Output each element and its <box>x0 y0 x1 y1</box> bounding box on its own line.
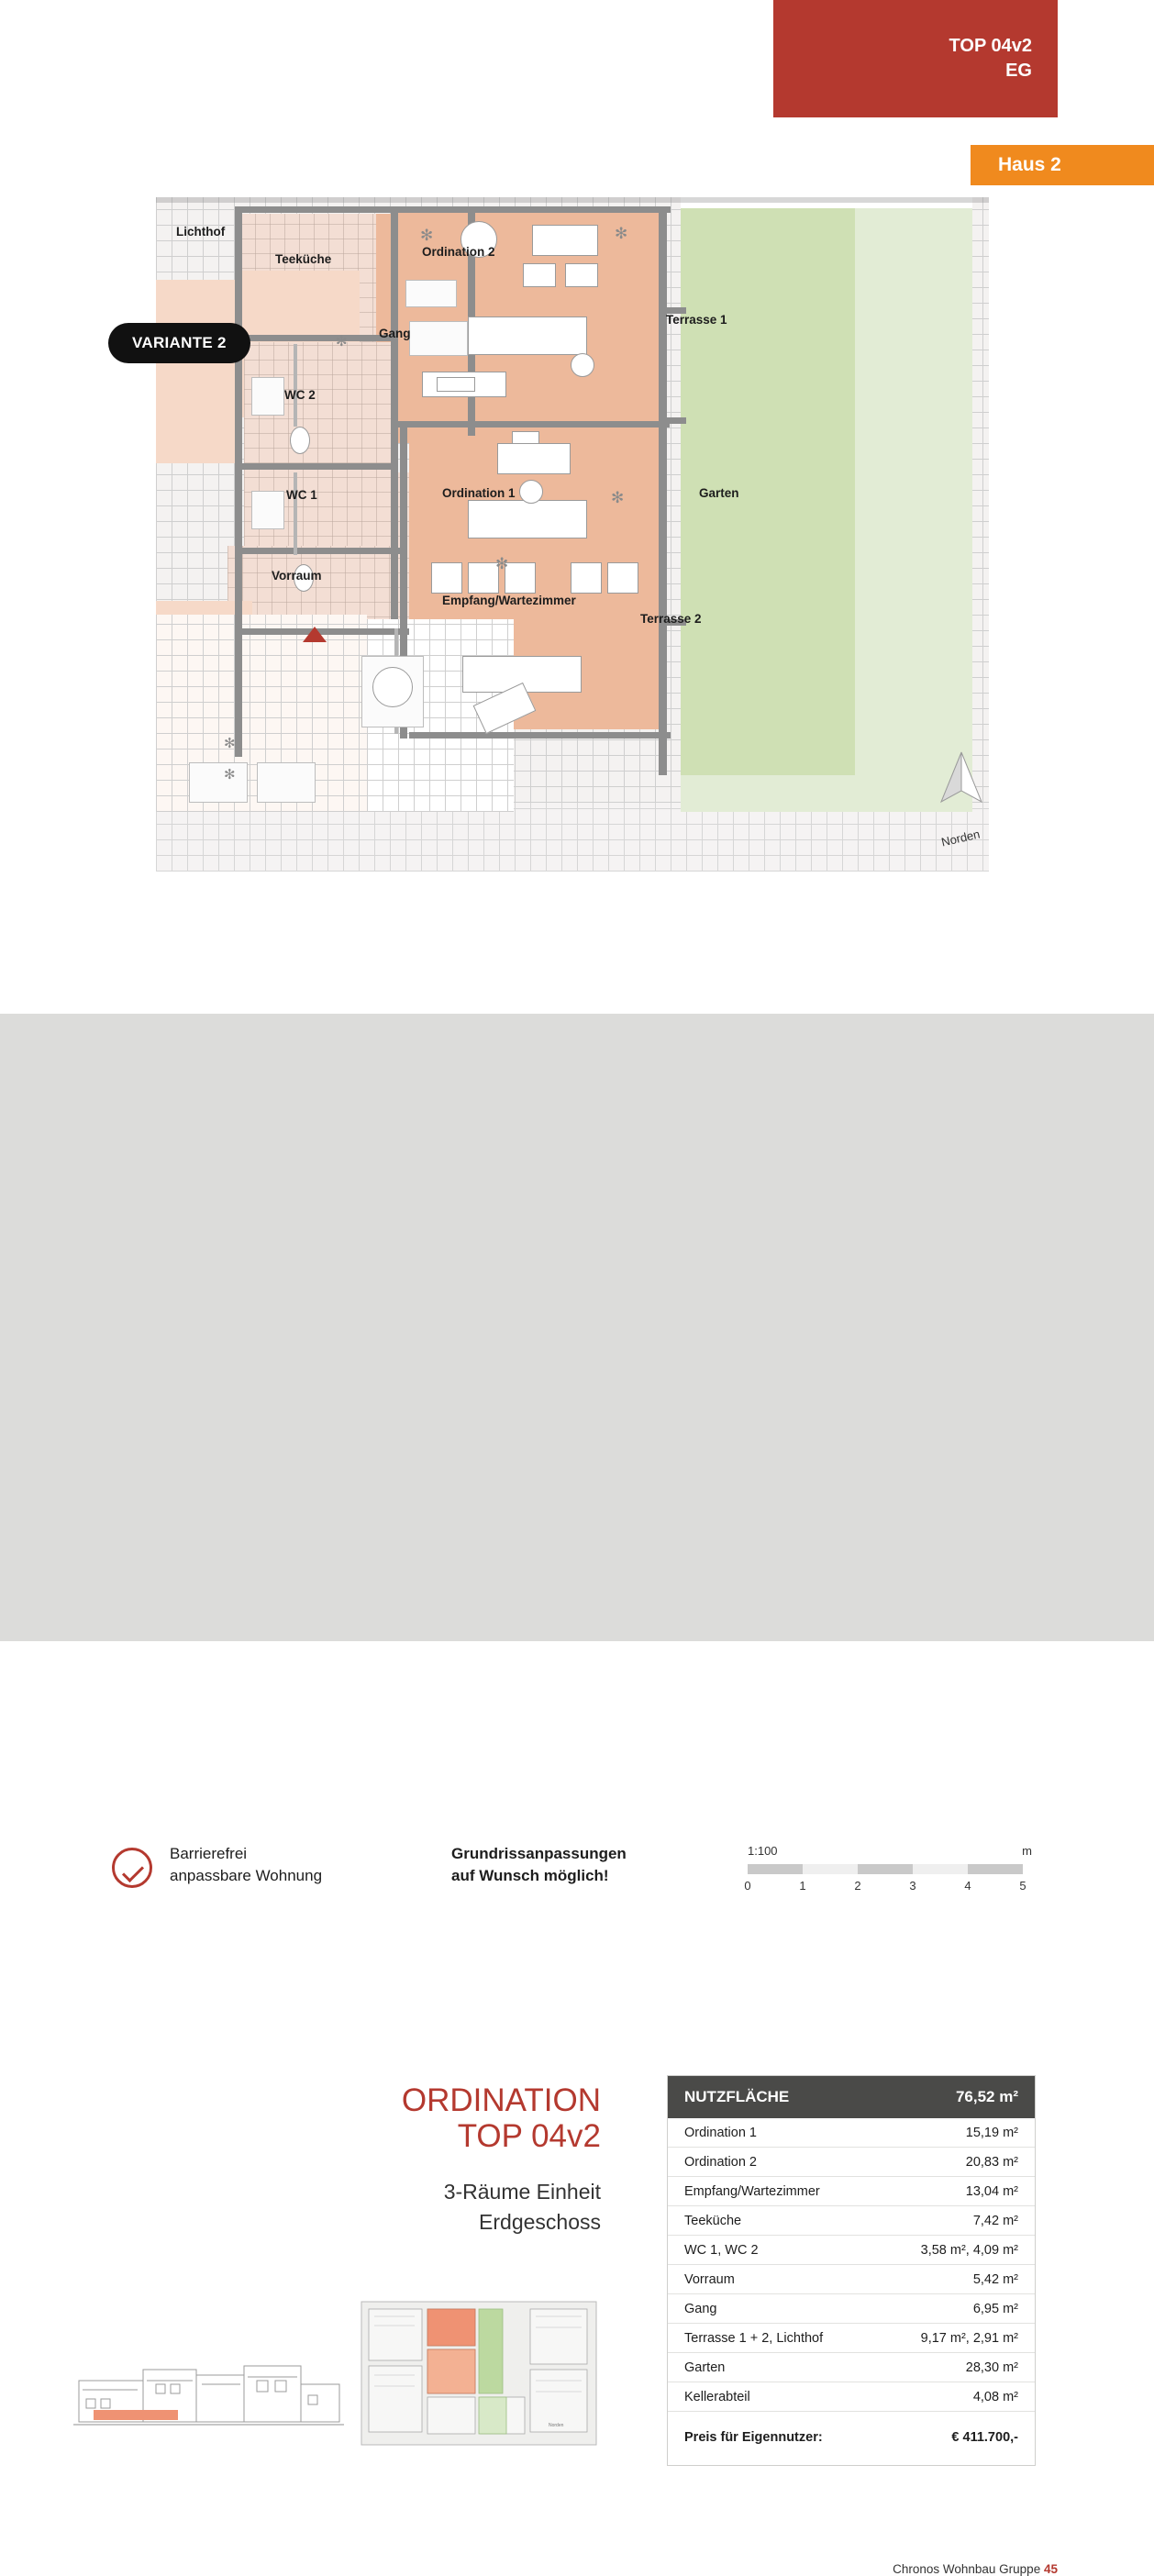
table-row <box>668 2236 1035 2265</box>
table-row <box>668 2265 1035 2294</box>
summary-title-line1: ORDINATION <box>401 2082 601 2118</box>
furniture-toilet-2 <box>290 427 310 454</box>
entrance-marker-icon <box>303 627 327 642</box>
furniture-desk-2b <box>512 431 539 444</box>
legend-row <box>0 917 1154 1893</box>
table-row <box>668 2206 1035 2236</box>
row-label: WC 1, WC 2 <box>684 2242 759 2258</box>
row-value: 7,42 m² <box>972 2213 1018 2228</box>
accessible-line1: Barrierefrei <box>170 1845 248 1862</box>
room-label-garten: Garten <box>699 486 739 500</box>
table-row <box>668 2118 1035 2148</box>
row-label: Garten <box>684 2359 726 2375</box>
wall-thin-2 <box>294 344 297 427</box>
garden-edge <box>681 775 972 812</box>
wall-h-6 <box>409 732 671 738</box>
room-label-ordination1: Ordination 1 <box>442 486 516 500</box>
accessible-line2: anpassbare Wohnung <box>170 1867 323 1884</box>
svg-text:Norden: Norden <box>549 2423 564 2428</box>
scale-tick: 0 <box>744 1879 751 1893</box>
plant-icon: ✻ <box>420 227 434 244</box>
table-row <box>668 2382 1035 2412</box>
row-value: 6,95 m² <box>972 2301 1018 2316</box>
row-label: Gang <box>684 2301 717 2316</box>
north-arrow-icon <box>938 750 985 805</box>
row-label: Teeküche <box>684 2213 742 2228</box>
mini-keyplan-diagram <box>360 2298 598 2449</box>
scale-tick: 1 <box>799 1879 806 1893</box>
plant-icon: ✻ <box>495 555 509 572</box>
scale-seg-2 <box>803 1864 858 1874</box>
page-footer <box>893 2562 1058 2576</box>
scale-seg-5 <box>968 1864 1023 1874</box>
furniture-outside-1 <box>189 762 248 803</box>
furniture-lift-circle <box>372 667 413 707</box>
furniture-stool-2 <box>519 480 543 504</box>
top-unit-code: TOP 04v2 <box>949 36 1032 56</box>
garden-outer <box>855 206 972 794</box>
scale-tick: 5 <box>1019 1879 1026 1893</box>
mini-elevation-diagram <box>73 2344 344 2431</box>
room-label-terrasse1: Terrasse 1 <box>666 313 727 327</box>
room-label-lichthof: Lichthof <box>176 225 226 239</box>
wall-h-1 <box>235 335 395 341</box>
row-value: 15,19 m² <box>965 2125 1018 2140</box>
summary-title-line2: TOP 04v2 <box>457 2118 601 2155</box>
furniture-seat-1 <box>431 562 462 594</box>
summary-title-block <box>335 2082 601 2237</box>
row-label: Kellerabteil <box>684 2389 750 2404</box>
room-label-ordination2: Ordination 2 <box>422 245 495 259</box>
room-label-gang: Gang <box>379 327 411 340</box>
room-label-terrasse2: Terrasse 2 <box>640 612 702 626</box>
row-label: Ordination 2 <box>684 2154 757 2170</box>
footer-company: Chronos Wohnbau Gruppe <box>893 2562 1041 2576</box>
scale-unit-label: m <box>1022 1844 1032 1858</box>
haus-badge: Haus 2 <box>971 145 1154 185</box>
wall-h-2 <box>235 463 395 470</box>
room-label-vorraum: Vorraum <box>272 569 322 583</box>
price-label: Preis für Eigennutzer: <box>684 2430 823 2445</box>
furniture-desk-1 <box>532 225 598 256</box>
furniture-outside-2 <box>257 762 316 803</box>
scale-seg-3 <box>858 1864 913 1874</box>
wall-h-top <box>235 206 671 213</box>
summary-sub-line1: 3-Räume Einheit <box>443 2180 601 2204</box>
furniture-desk-2 <box>497 443 571 474</box>
plant-icon: ✻ <box>615 225 628 242</box>
area-table-header <box>668 2076 1035 2118</box>
row-label: Terrasse 1 + 2, Lichthof <box>684 2330 824 2346</box>
table-row <box>668 2324 1035 2353</box>
wall-v-2 <box>391 206 398 619</box>
table-row <box>668 2353 1035 2382</box>
room-label-wc1: WC 1 <box>286 488 317 502</box>
room-label-teekueche: Teeküche <box>275 252 332 266</box>
floor-plan <box>156 197 989 872</box>
room-label-wc2: WC 2 <box>284 388 316 402</box>
scale-tick: 2 <box>854 1879 861 1893</box>
wall-h-4 <box>235 548 400 554</box>
summary-sub-line2: Erdgeschoss <box>479 2210 601 2235</box>
row-label: Ordination 1 <box>684 2125 757 2140</box>
furniture-wc1-unit <box>251 491 284 529</box>
neighbour-left-fill <box>156 280 240 463</box>
table-row <box>668 2148 1035 2177</box>
furniture-seat-2 <box>468 562 499 594</box>
scale-ratio-label: 1:100 <box>748 1844 778 1858</box>
variante-badge: VARIANTE 2 <box>108 323 250 363</box>
row-value: 4,08 m² <box>972 2389 1018 2404</box>
row-value: 20,83 m² <box>965 2154 1018 2170</box>
furniture-bed-1 <box>468 316 587 355</box>
plant-icon: ✻ <box>224 767 236 783</box>
row-value: 5,42 m² <box>972 2271 1018 2287</box>
furniture-cabinet-1b <box>437 377 475 392</box>
top-unit-floor: EG <box>1005 61 1032 81</box>
scale-seg-4 <box>913 1864 968 1874</box>
wall-top <box>156 197 989 203</box>
scale-bar-segments <box>748 1864 1023 1874</box>
plant-icon: ✻ <box>611 489 625 506</box>
table-row <box>668 2177 1035 2206</box>
furniture-bed-2 <box>468 500 587 539</box>
row-value: 13,04 m² <box>965 2183 1018 2199</box>
furniture-chair-2 <box>565 263 598 287</box>
scale-seg-1 <box>748 1864 803 1874</box>
furniture-seat-5 <box>607 562 638 594</box>
area-table <box>668 2076 1035 2465</box>
scale-tick: 3 <box>909 1879 916 1893</box>
scale-tick: 4 <box>964 1879 971 1893</box>
area-table-header-value: 76,52 m² <box>955 2088 1018 2105</box>
room-label-empfang: Empfang/Wartezimmer <box>442 594 576 607</box>
north-label: Norden <box>940 827 982 849</box>
wall-v-4 <box>659 206 667 775</box>
adapt-line2: auf Wunsch möglich! <box>451 1867 609 1884</box>
row-value: 9,17 m², 2,91 m² <box>920 2330 1018 2346</box>
furniture-wc2-unit <box>251 377 284 416</box>
row-value: 3,58 m², 4,09 m² <box>920 2242 1018 2258</box>
furniture-seat-3 <box>505 562 536 594</box>
row-label: Empfang/Wartezimmer <box>684 2183 820 2199</box>
price-row <box>668 2412 1035 2465</box>
footer-page-number: 45 <box>1043 2562 1058 2576</box>
furniture-counter <box>409 321 468 356</box>
plant-icon: ✻ <box>224 736 236 751</box>
check-circle-icon <box>112 1848 152 1888</box>
furniture-seat-4 <box>571 562 602 594</box>
row-label: Vorraum <box>684 2271 735 2287</box>
plant-icon: ✻ <box>336 334 348 350</box>
row-value: 28,30 m² <box>965 2359 1018 2375</box>
wall-h-3 <box>394 421 670 427</box>
wall-stub-2 <box>666 417 686 424</box>
scale-bar <box>744 1844 1032 1893</box>
wall-v-1 <box>235 206 242 757</box>
furniture-chair-1 <box>523 263 556 287</box>
site-hatch-lower <box>156 803 989 872</box>
furniture-stove <box>405 280 457 307</box>
top-unit-badge <box>773 0 1058 117</box>
area-table-header-label: NUTZFLÄCHE <box>684 2088 790 2105</box>
price-value: € 411.700,- <box>951 2430 1018 2445</box>
adapt-line1: Grundrissanpassungen <box>451 1845 627 1862</box>
wall-thin-1 <box>294 472 297 555</box>
furniture-stool-1 <box>571 353 594 377</box>
table-row <box>668 2294 1035 2324</box>
